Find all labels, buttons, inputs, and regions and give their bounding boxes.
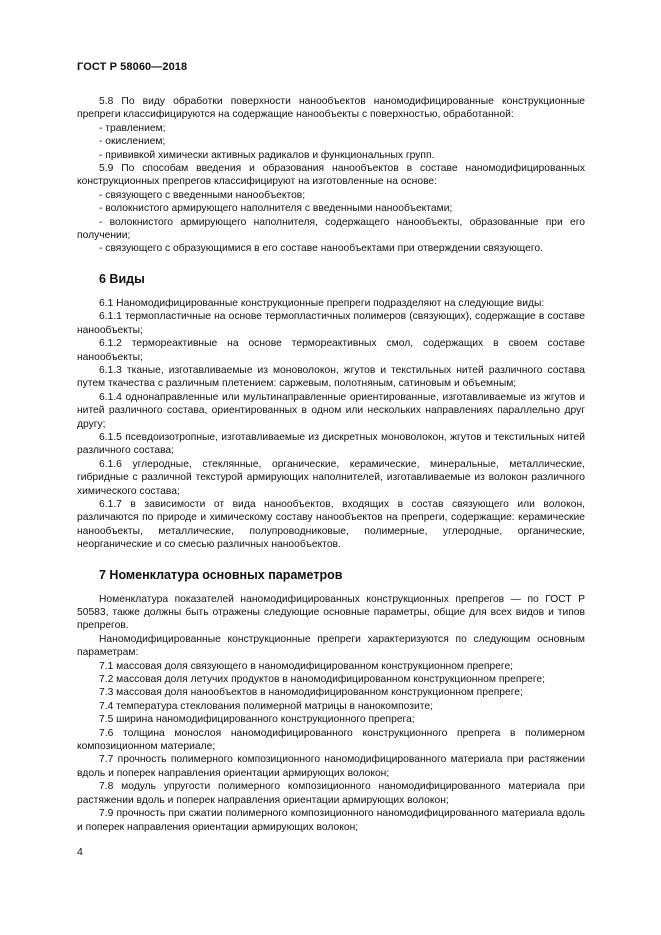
clause-6-1-5: 6.1.5 псевдоизотропные, изготавливаемые из дискретных моноволокон, жгутов и текстильных нитей различного состава;: [77, 431, 585, 457]
clause-5-9: 5.9 По способам введения и образования нанообъектов в составе наномодифицированных конструкционных препрегов классифицируют на изготовленные на основе:: [77, 163, 585, 188]
clause-7-7: 7.7 прочность полимерного композиционного наномодифицированного материала при растяжении вдоль и поперек направления ориентации армирующих волокон;: [77, 754, 585, 779]
clause-6-1-7: 6.1.7 в зависимости от вида нанообъектов, входящих в состав связующего или волокон, различаются по природе и химическому составу нанообъектов на препреги, содержащие: керамические нанообъекты, металлические, полупроводниковые, полимерные, углеродные, органические, неорганические и со смесью различных нанообъектов.: [77, 498, 585, 551]
clause-6-1-3: 6.1.3 тканые, изготавливаемые из моноволокон, жгутов и текстильных нитей различного состава путем ткачества с различным плетением: саржевым, полотняным, сатиновым и объемным;: [77, 364, 585, 390]
clause-7-6: 7.6 толщина монослоя наномодифицированного конструкционного препрега в полимерном композиционном материале;: [77, 727, 585, 753]
list-item: - травлением;: [99, 122, 166, 134]
section-heading-6: 6 Виды: [99, 271, 145, 286]
list-item: - прививкой химически активных радикалов и функциональных групп.: [99, 149, 435, 161]
clause-7-3: 7.3 массовая доля нанообъектов в наномодифицированном конструкционном препреге;: [99, 687, 523, 699]
list-item: - волокнистого армирующего наполнителя с введенными нанообъектами;: [99, 203, 453, 215]
clause-7-4: 7.4 температура стеклования полимерной матрицы в нанокомпозите;: [99, 700, 433, 712]
page-number: 4: [77, 846, 83, 858]
clause-6-1: 6.1 Наномодифицированные конструкционные препреги подразделяют на следующие виды:: [99, 297, 545, 309]
list-item: - связующего с образующимися в его составе нанообъектами при отверждении связующего.: [99, 243, 543, 255]
clause-6-1-6: 6.1.6 углеродные, стеклянные, органические, керамические, минеральные, металлические, гибридные с различной текстурой армирующих наполнителей, изготавливаемые из волокон различного химического состава;: [77, 458, 585, 497]
document-body: [77, 95, 585, 834]
document-header: ГОСТ Р 58060—2018: [77, 61, 188, 73]
section-7-intro: Номенклатура показателей наномодифицированных конструкционных препрегов — по ГОСТ Р 50583, также должны быть отражены следующие основные параметры, общие для всех видов и типов препрегов.: [77, 593, 585, 632]
clause-5-8: 5.8 По виду обработки поверхности нанообъектов наномодифицированные конструкционные препреги классифицируются на содержащие нанообъекты с поверхностью, обработанной:: [77, 96, 585, 121]
clause-6-1-4: 6.1.4 однонаправленные или мультинаправленные ориентированные, изготавливаемые из жгутов и нитей различного состава, ориентированных в одном или нескольких направлениях параллельно друг другу;: [77, 391, 585, 430]
section-7-intro-2: Наномодифицированные конструкционные препреги характеризуются по следующим основным параметрам:: [77, 633, 585, 659]
list-item: - волокнистого армирующего наполнителя, содержащего нанообъекты, образованные при его получении;: [77, 216, 585, 242]
clause-7-8: 7.8 модуль упругости полимерного композиционного наномодифицированного материала при растяжении вдоль и поперек направления ориентации армирующих волокон;: [77, 781, 585, 806]
clause-7-1: 7.1 массовая доля связующего в наномодифицированном конструкционном препреге;: [99, 660, 514, 672]
clause-7-5: 7.5 ширина наномодифицированного конструкционного препрега;: [99, 714, 415, 726]
clause-6-1-2: 6.1.2 термореактивные на основе термореактивных смол, содержащих в своем составе нанообъекты;: [77, 338, 585, 363]
list-item: - связующего с введенными нанообъектов;: [99, 189, 306, 201]
clause-6-1-1: 6.1.1 термопластичные на основе термопластичных полимеров (связующих), содержащие в составе нанообъекты;: [77, 311, 585, 336]
clause-7-9: 7.9 прочность при сжатии полимерного композиционного наномодифицированного материала вдоль и поперек направления ориентации армирующих волокон;: [77, 808, 585, 833]
list-item: - окислением;: [99, 136, 166, 148]
clause-7-2: 7.2 массовая доля летучих продуктов в наномодифицированном конструкционном препреге;: [99, 674, 546, 686]
section-heading-7: 7 Номенклатура основных параметров: [99, 567, 343, 582]
